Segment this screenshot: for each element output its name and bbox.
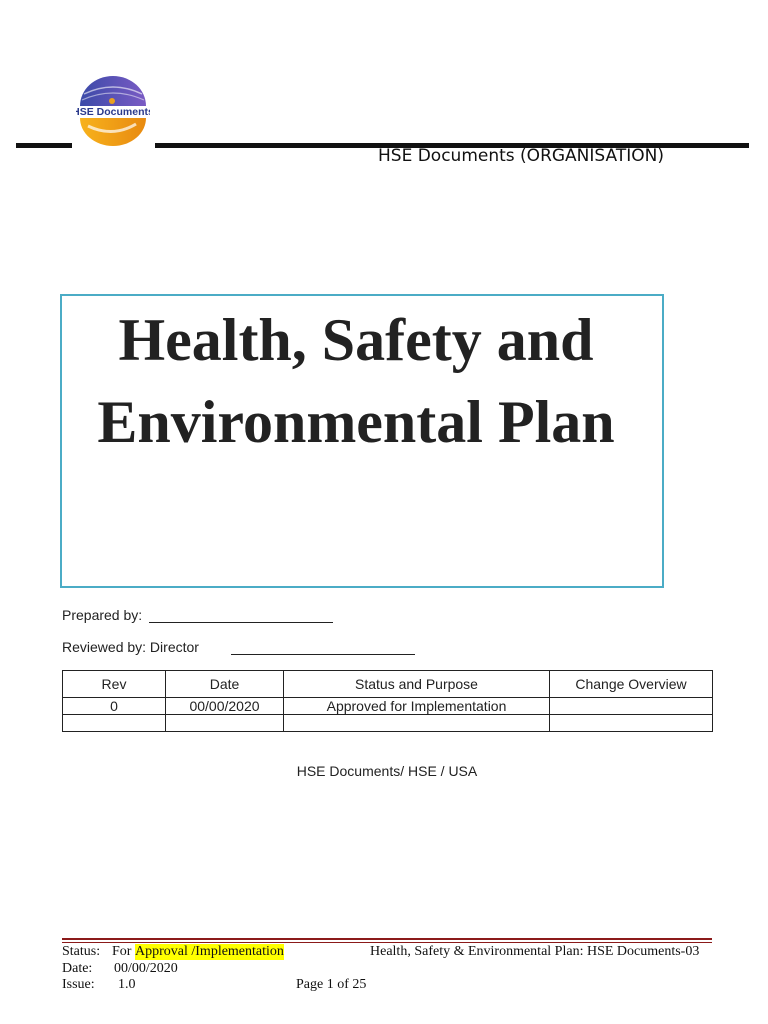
table-cell: 00/00/2020 <box>166 698 284 715</box>
footer-rule-thick <box>62 938 712 940</box>
footer-status-for: For <box>112 944 132 959</box>
footer-rule-thin <box>62 942 712 943</box>
reviewed-by-signature-line <box>231 654 415 655</box>
table-cell <box>550 715 713 732</box>
footer-document-reference: Health, Safety & Environmental Plan: HSE Documents-03 <box>370 944 700 959</box>
footer-status-label: Status: <box>62 944 101 959</box>
svg-text:HSE Documents: HSE Documents <box>76 106 150 118</box>
document-title-box <box>60 294 664 588</box>
footer-issue-label: Issue: <box>62 977 95 992</box>
footer-date-value: 00/00/2020 <box>114 961 178 976</box>
organisation-location: HSE Documents/ HSE / USA <box>296 763 478 779</box>
document-title-line-1: Health, Safety and <box>118 307 594 373</box>
table-row <box>63 698 713 715</box>
revision-table <box>62 670 713 732</box>
organisation-title: HSE Documents (ORGANISATION) <box>378 146 664 166</box>
prepared-by-signature-line <box>149 622 333 623</box>
table-cell <box>550 698 713 715</box>
document-title-line-2: Environmental Plan <box>97 389 615 455</box>
footer-date-label: Date: <box>62 961 93 976</box>
column-header-date: Date <box>166 671 284 698</box>
table-cell <box>284 715 550 732</box>
column-header-change-overview: Change Overview <box>550 671 713 698</box>
reviewed-by-label: Reviewed by: Director <box>62 639 199 655</box>
footer-status-highlight: Approval /Implementation <box>135 944 284 959</box>
prepared-by-label: Prepared by: <box>62 607 143 623</box>
table-cell <box>166 715 284 732</box>
revision-table-header-row <box>63 671 713 698</box>
footer-issue-value: 1.0 <box>118 977 136 992</box>
table-cell: Approved for Implementation <box>284 698 550 715</box>
table-cell: 0 <box>63 698 166 715</box>
column-header-status-purpose: Status and Purpose <box>284 671 550 698</box>
column-header-rev: Rev <box>63 671 166 698</box>
hse-documents-logo <box>76 72 150 146</box>
footer-page-number: Page 1 of 25 <box>296 977 367 992</box>
table-row <box>63 715 713 732</box>
header-rule-left <box>16 143 72 148</box>
table-cell <box>63 715 166 732</box>
